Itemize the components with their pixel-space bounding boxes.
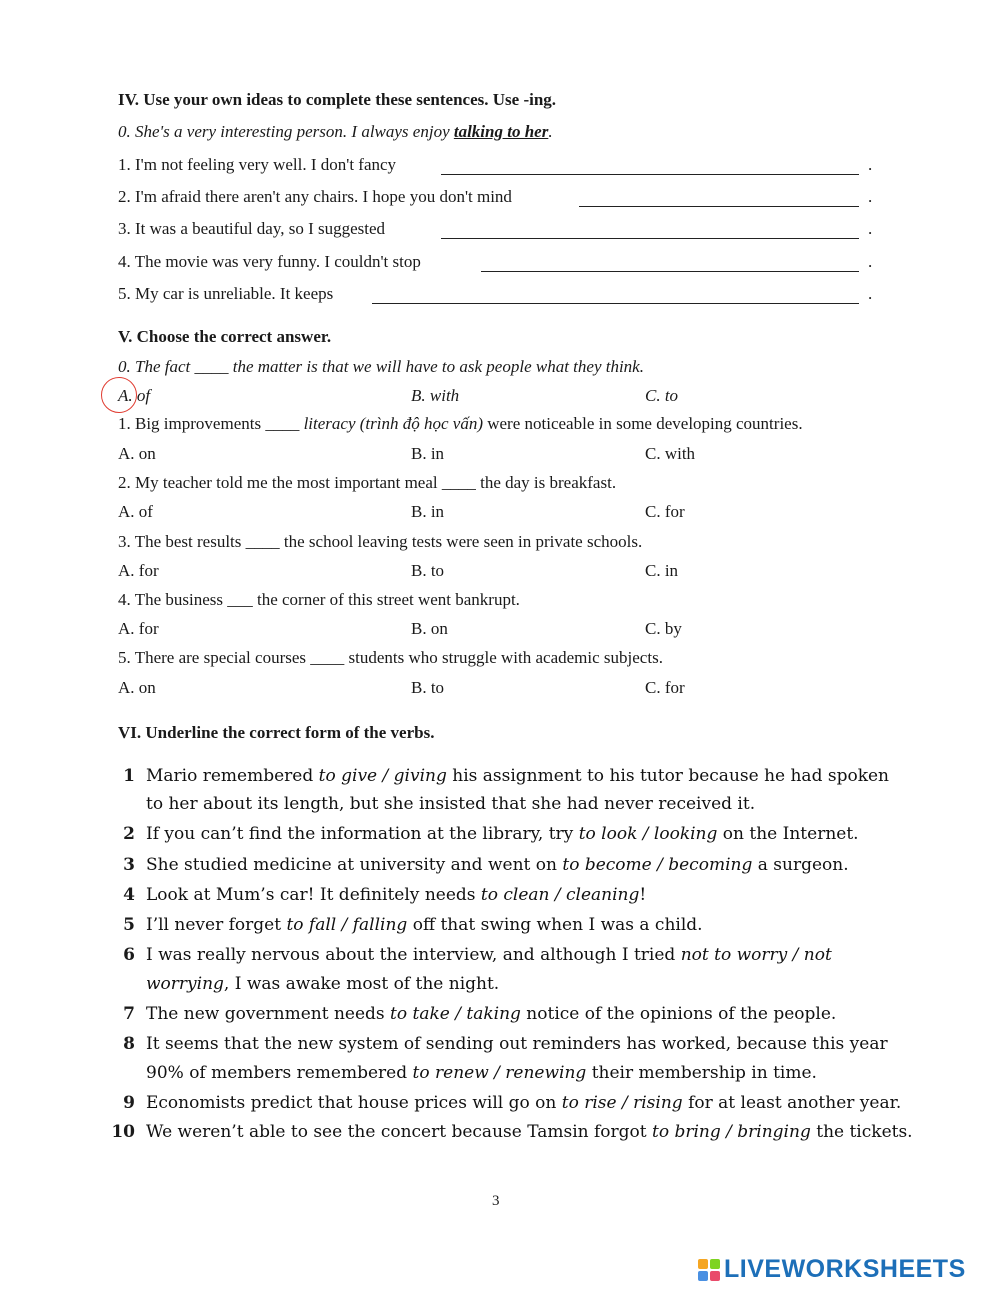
option-c[interactable]: C. in	[645, 561, 679, 580]
option-a[interactable]: A. for	[118, 561, 159, 580]
verb-item-8-line-1: It seems that the new system of sending out reminders has worked, because this year	[146, 1034, 888, 1054]
question-gloss: literacy (trình độ học vấn)	[303, 414, 483, 433]
item-text: 1. I'm not feeling very well. I don't fancy	[118, 155, 397, 174]
verb-item-1-line-2: to her about its length, but she insisted that she had never received it.	[146, 794, 756, 814]
option-c[interactable]: C. for	[645, 678, 685, 697]
verb-choices[interactable]: to bring / bringing	[652, 1122, 811, 1142]
section-4-item-1	[118, 155, 396, 175]
sentence-text: The new government needs	[146, 1004, 391, 1024]
verb-choices[interactable]: to clean / cleaning	[480, 885, 640, 905]
sentence-text: We weren’t able to see the concert because Tamsin forgot	[146, 1122, 652, 1142]
example-prompt: 0. She's a very interesting person. I always enjoy	[118, 122, 454, 141]
question-text: 1. Big improvements ____	[118, 414, 304, 433]
answer-blank-4[interactable]	[481, 257, 859, 272]
sentence-text: for at least another year.	[682, 1093, 902, 1113]
section-4-example	[118, 122, 553, 142]
item-number: 4	[123, 885, 135, 905]
section-4-item-5	[118, 284, 333, 304]
item-number: 2	[123, 824, 135, 844]
section-5-question-4: 4. The business ___ the corner of this street went bankrupt.	[118, 590, 520, 609]
sentence-text: I’ll never forget	[146, 915, 287, 935]
logo-square	[698, 1271, 708, 1281]
sentence-text: a surgeon.	[752, 855, 849, 875]
question-text-end: were noticeable in some developing countries.	[482, 414, 803, 433]
verb-choices[interactable]: to look / looking	[578, 824, 718, 844]
end-period: .	[868, 252, 873, 271]
verb-item-6-line-1	[146, 945, 832, 965]
section-4-item-3	[118, 219, 385, 239]
option-a[interactable]: A. on	[118, 678, 156, 697]
section-5-question-3: 3. The best results ____ the school leaving tests were seen in private schools.	[118, 532, 643, 551]
liveworksheets-logo-icon	[698, 1259, 720, 1281]
section-4-item-4	[118, 252, 421, 272]
sentence-text: If you can’t find the information at the library, try	[146, 824, 579, 844]
option-c[interactable]: C. to	[645, 386, 679, 405]
option-c[interactable]: C. with	[645, 444, 696, 463]
sentence-text: I was really nervous about the interview, and although I tried	[146, 945, 681, 965]
sentence-text: the tickets.	[810, 1122, 913, 1142]
option-b[interactable]: B. in	[411, 502, 445, 521]
watermark: ​	[522, 251, 703, 364]
item-number: 8	[123, 1034, 135, 1054]
option-a[interactable]: A. of	[118, 386, 151, 405]
section-5-heading: V. Choose the correct answer.	[118, 327, 332, 346]
item-number: 9	[123, 1093, 135, 1113]
verb-item-1-line-1	[146, 766, 889, 786]
option-b[interactable]: B. to	[411, 561, 445, 580]
brand-name: LIVEWORKSHEETS	[724, 1255, 966, 1283]
verb-item-3	[146, 855, 849, 875]
option-b[interactable]: B. with	[411, 386, 460, 405]
section-5-question-2: 2. My teacher told me the most important meal ____ the day is breakfast.	[118, 473, 617, 492]
end-period: .	[868, 219, 873, 238]
logo-square	[710, 1271, 720, 1281]
option-b[interactable]: B. to	[411, 678, 445, 697]
verb-choices[interactable]: not to worry / not	[680, 945, 832, 965]
answer-blank-1[interactable]	[441, 160, 859, 175]
verb-choices[interactable]: to fall / falling	[286, 915, 408, 935]
item-text: 5. My car is unreliable. It keeps	[118, 284, 334, 303]
item-number: 10	[111, 1122, 135, 1142]
item-number: 5	[123, 915, 135, 935]
option-b[interactable]: B. in	[411, 444, 445, 463]
option-c[interactable]: C. by	[645, 619, 682, 638]
section-4-item-2	[118, 187, 512, 207]
item-number: 1	[123, 766, 135, 786]
item-text: 3. It was a beautiful day, so I suggested	[118, 219, 386, 238]
example-period: .	[548, 122, 553, 141]
verb-choices[interactable]: to renew / renewing	[412, 1063, 587, 1083]
sentence-text: !	[639, 885, 647, 905]
answer-blank-5[interactable]	[372, 289, 859, 304]
verb-item-2	[146, 824, 859, 844]
option-a[interactable]: A. on	[118, 444, 156, 463]
verb-item-7	[146, 1004, 836, 1024]
sentence-text: Look at Mum’s car! It definitely needs	[146, 885, 481, 905]
sentence-text: notice of the opinions of the people.	[520, 1004, 837, 1024]
answer-blank-2[interactable]	[579, 192, 859, 207]
sentence-text: Economists predict that house prices will go on	[146, 1093, 562, 1113]
verb-choices[interactable]: to take / taking	[390, 1004, 521, 1024]
answer-blank-3[interactable]	[441, 224, 859, 239]
sentence-text: 90% of members remembered	[146, 1063, 413, 1083]
verb-choices[interactable]: to become / becoming	[562, 855, 753, 875]
item-number: 6	[123, 945, 135, 965]
item-text: 4. The movie was very funny. I couldn't stop	[118, 252, 421, 271]
option-a[interactable]: A. for	[118, 619, 159, 638]
end-period: .	[868, 187, 873, 206]
sentence-text: , I was awake most of the night.	[223, 974, 500, 994]
item-text: 2. I'm afraid there aren't any chairs. I hope you don't mind	[118, 187, 512, 206]
verb-item-10	[146, 1122, 913, 1142]
section-4-heading: IV. Use your own ideas to complete these sentences. Use -ing.	[118, 90, 557, 109]
sentence-text: on the Internet.	[717, 824, 859, 844]
section-6-heading: VI. Underline the correct form of the verbs.	[118, 723, 435, 742]
logo-square	[698, 1259, 708, 1269]
option-c[interactable]: C. for	[645, 502, 685, 521]
verb-item-5	[146, 915, 703, 935]
section-5-question-1	[118, 414, 803, 434]
option-b[interactable]: B. on	[411, 619, 448, 638]
end-period: .	[868, 155, 873, 174]
verb-item-4	[146, 885, 646, 905]
verb-choices[interactable]: worrying	[146, 974, 224, 994]
item-number: 7	[123, 1004, 135, 1024]
answer-circle-mark	[101, 377, 137, 413]
section-5-question-5: 5. There are special courses ____ students who struggle with academic subjects.	[118, 648, 663, 667]
section-5-example-question: 0. The fact ____ the matter is that we will have to ask people what they think.	[118, 357, 644, 376]
sentence-text: their membership in time.	[586, 1063, 817, 1083]
sentence-text: She studied medicine at university and went on	[146, 855, 563, 875]
verb-choices[interactable]: to give / giving	[318, 766, 447, 786]
sentence-text: his assignment to his tutor because he had spoken	[446, 766, 890, 786]
item-number: 3	[123, 855, 135, 875]
verb-item-9	[146, 1093, 901, 1113]
page-number: 3	[492, 1193, 500, 1209]
verb-item-8-line-2	[146, 1063, 817, 1083]
option-a[interactable]: A. of	[118, 502, 153, 521]
sentence-text: off that swing when I was a child.	[407, 915, 703, 935]
liveworksheets-logo[interactable]	[698, 1255, 966, 1284]
verb-choices[interactable]: to rise / rising	[561, 1093, 683, 1113]
logo-square	[710, 1259, 720, 1269]
example-answer: talking to her	[453, 122, 549, 141]
verb-item-6-line-2	[146, 974, 499, 994]
sentence-text: Mario remembered	[146, 766, 319, 786]
end-period: .	[868, 284, 873, 303]
